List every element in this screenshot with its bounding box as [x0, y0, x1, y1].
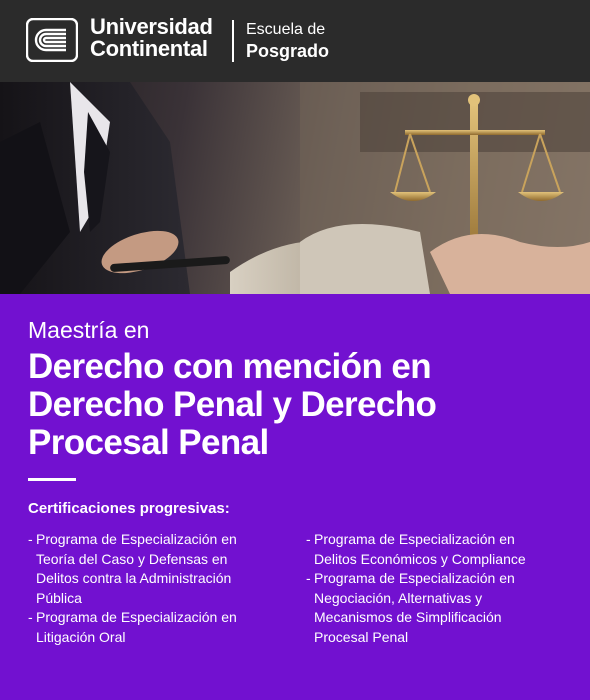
title-line-3: Procesal Penal	[28, 423, 269, 462]
bullet-dash: -	[28, 609, 33, 625]
header-divider	[232, 20, 234, 62]
program-title	[28, 348, 568, 462]
university-name	[90, 16, 213, 60]
list-item-line: Delitos Económicos y Compliance	[314, 550, 526, 567]
list-item-line: Programa de Especialización en	[314, 531, 515, 547]
certifications-heading: Certificaciones progresivas:	[28, 500, 230, 517]
list-item-line: Programa de Especialización en	[314, 570, 515, 586]
certifications-list-right	[306, 530, 568, 647]
list-item	[28, 608, 290, 647]
title-line-1: Derecho con mención en	[28, 347, 432, 386]
list-item-line: Programa de Especialización en	[36, 531, 237, 547]
list-item-line: Teoría del Caso y Defensas en	[36, 550, 228, 567]
list-item-line: Negociación, Alternativas y	[314, 589, 483, 606]
brand-line-1: Universidad	[90, 14, 213, 39]
university-logo-icon	[26, 18, 78, 62]
program-kicker: Maestría en	[28, 317, 150, 343]
list-item-line: Litigación Oral	[36, 628, 126, 645]
bullet-dash: -	[306, 570, 311, 586]
title-underline	[28, 478, 76, 481]
scales-of-justice-photo-icon	[0, 82, 590, 294]
list-item-line: Mecanismos de Simplificación	[314, 609, 502, 625]
title-line-2: Derecho Penal y Derecho	[28, 385, 437, 424]
list-item-line: Procesal Penal	[314, 628, 409, 645]
list-item	[28, 530, 290, 608]
list-item	[306, 569, 568, 647]
list-item-line: Pública	[36, 589, 82, 606]
bullet-dash: -	[28, 531, 33, 547]
program-panel	[0, 294, 590, 700]
certifications-list-left	[28, 530, 290, 647]
brand-line-2: Continental	[90, 36, 208, 61]
list-item-line: Programa de Especialización en	[36, 609, 237, 625]
header-bar	[0, 0, 590, 82]
list-item-line: Delitos contra la Administración	[36, 570, 232, 586]
bullet-dash: -	[306, 531, 311, 547]
list-item	[306, 530, 568, 569]
school-line-1: Escuela de	[246, 21, 326, 38]
school-name	[246, 20, 329, 62]
school-line-2: Posgrado	[246, 41, 330, 61]
hero-image	[0, 82, 590, 294]
